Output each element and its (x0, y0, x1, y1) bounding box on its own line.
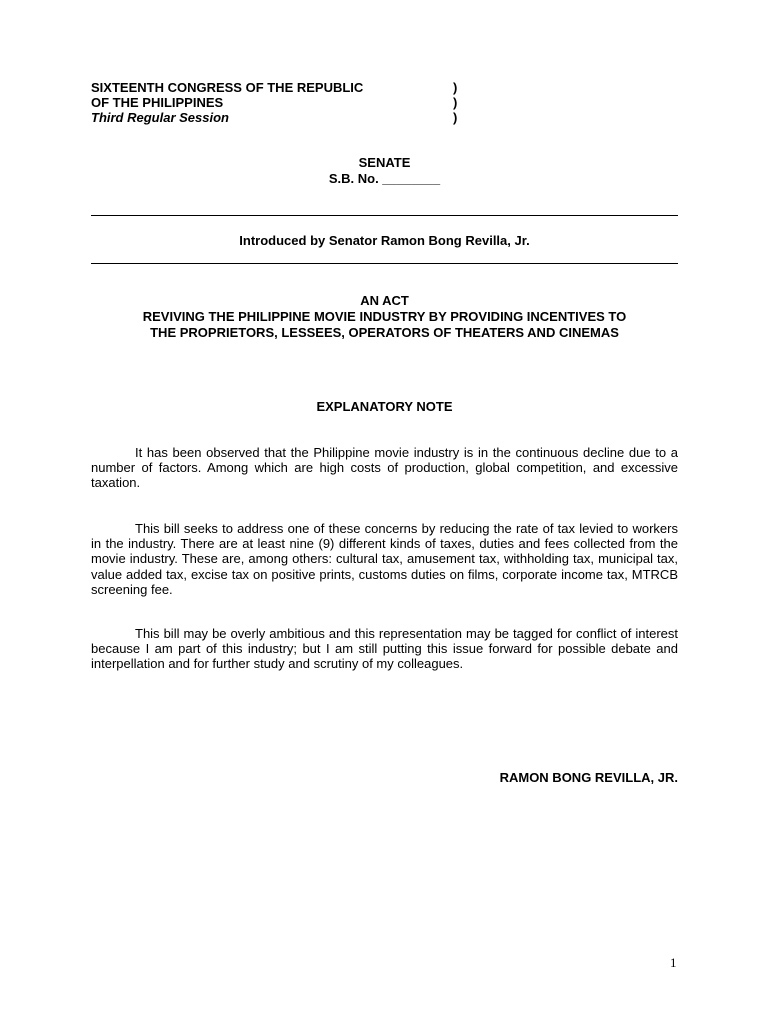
act-title-line-1: REVIVING THE PHILIPPINE MOVIE INDUSTRY BY PROVIDING INCENTIVES TO (142, 309, 627, 324)
divider-top (91, 215, 678, 216)
signature: RAMON BONG REVILLA, JR. (499, 770, 678, 785)
bill-number: S.B. No. ________ (328, 171, 441, 186)
congress-line-2: OF THE PHILIPPINES (91, 95, 224, 110)
session-line: Third Regular Session (91, 110, 229, 125)
page-number: 1 (670, 955, 677, 970)
header-paren-3: ) (453, 110, 458, 125)
act-title: AN ACT (360, 293, 409, 308)
paragraph-1: It has been observed that the Philippine movie industry is in the continuous decline due to a number of factors. Among which are high costs of production, global competition, and excessive taxation. (91, 445, 678, 491)
congress-line-1: SIXTEENTH CONGRESS OF THE REPUBLIC (91, 80, 364, 95)
paragraph-3: This bill may be overly ambitious and this representation may be tagged for conflict of interest because I am part of this industry; but I am still putting this issue forward for possible debate and interpellation and for further study and scrutiny of my colleagues. (91, 626, 678, 672)
senate-title: SENATE (358, 155, 411, 170)
header-paren-2: ) (453, 95, 458, 110)
introduced-by: Introduced by Senator Ramon Bong Revilla, Jr. (239, 233, 530, 248)
explanatory-note-heading: EXPLANATORY NOTE (316, 399, 453, 414)
divider-bottom (91, 263, 678, 264)
header-paren-1: ) (453, 80, 458, 95)
paragraph-2: This bill seeks to address one of these concerns by reducing the rate of tax levied to workers in the industry. There are at least nine (9) different kinds of taxes, duties and fees collected from the movie industry. These are, among others: cultural tax, amusement tax, withholding tax, municipal tax, value added tax, excise tax on positive prints, customs duties on films, corporate income tax, MTRCB screening fee. (91, 521, 678, 597)
act-title-line-2: THE PROPRIETORS, LESSEES, OPERATORS OF THEATERS AND CINEMAS (150, 325, 619, 340)
